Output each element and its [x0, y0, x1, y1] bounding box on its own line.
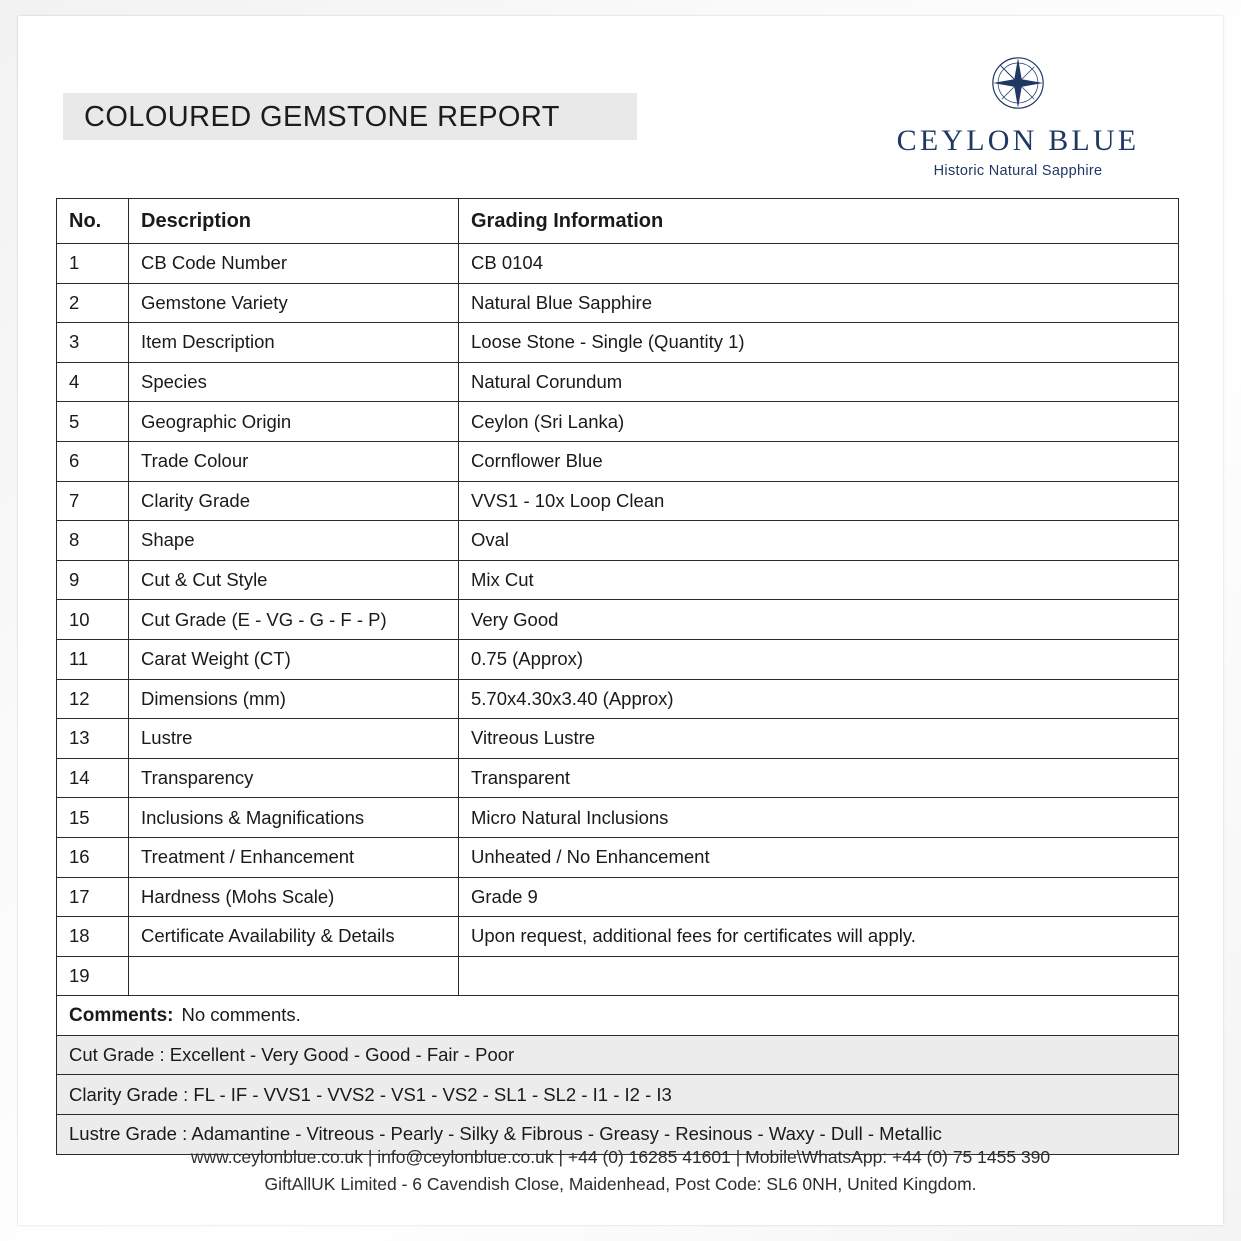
comments-label: Comments:: [69, 1005, 174, 1027]
report-table-container: [56, 198, 1178, 1155]
row-grading: Very Good: [459, 600, 1179, 640]
brand-name: CEYLON BLUE: [896, 124, 1140, 157]
row-number: 12: [57, 679, 129, 719]
comments-value: No comments.: [181, 1004, 301, 1026]
table-row: [57, 837, 1179, 877]
row-description: Cut Grade (E - VG - G - F - P): [129, 600, 459, 640]
row-description: Species: [129, 362, 459, 402]
row-number: 16: [57, 837, 129, 877]
table-row: [57, 323, 1179, 363]
compass-rose-icon: [981, 46, 1055, 120]
row-grading: Loose Stone - Single (Quantity 1): [459, 323, 1179, 363]
row-number: 2: [57, 283, 129, 323]
table-row: [57, 679, 1179, 719]
row-grading: VVS1 - 10x Loop Clean: [459, 481, 1179, 521]
row-grading: 0.75 (Approx): [459, 639, 1179, 679]
row-grading: Mix Cut: [459, 560, 1179, 600]
legend-clarity-grade: Clarity Grade : FL - IF - VVS1 - VVS2 - VS1 - VS2 - SL1 - SL2 - I1 - I2 - I3: [57, 1075, 1179, 1115]
report-footer: [18, 1144, 1223, 1198]
table-header-row: [57, 199, 1179, 244]
table-row: [57, 283, 1179, 323]
row-number: 18: [57, 917, 129, 957]
row-number: 17: [57, 877, 129, 917]
row-description: Treatment / Enhancement: [129, 837, 459, 877]
row-grading: 5.70x4.30x3.40 (Approx): [459, 679, 1179, 719]
table-row: [57, 402, 1179, 442]
page-title: COLOURED GEMSTONE REPORT: [84, 101, 560, 133]
column-header-description: Description: [129, 199, 459, 244]
report-sheet: [18, 16, 1223, 1225]
row-number: 10: [57, 600, 129, 640]
gemstone-report-table: [56, 198, 1179, 1155]
row-grading: Unheated / No Enhancement: [459, 837, 1179, 877]
table-row: [57, 798, 1179, 838]
legend-row-cut-grade: [57, 1035, 1179, 1075]
row-description: Transparency: [129, 758, 459, 798]
row-description: CB Code Number: [129, 244, 459, 284]
table-row: [57, 441, 1179, 481]
row-grading: Natural Blue Sapphire: [459, 283, 1179, 323]
row-number: 11: [57, 639, 129, 679]
row-grading: Upon request, additional fees for certificates will apply.: [459, 917, 1179, 957]
row-grading: Micro Natural Inclusions: [459, 798, 1179, 838]
table-row: [57, 956, 1179, 996]
table-row: [57, 758, 1179, 798]
column-header-no: No.: [57, 199, 129, 244]
row-grading: Grade 9: [459, 877, 1179, 917]
row-description: Carat Weight (CT): [129, 639, 459, 679]
footer-address-line: GiftAllUK Limited - 6 Cavendish Close, Maidenhead, Post Code: SL6 0NH, United Kingdom.: [264, 1174, 977, 1195]
row-description: Clarity Grade: [129, 481, 459, 521]
comments-cell: [57, 996, 1179, 1036]
table-row: [57, 719, 1179, 759]
row-number: 6: [57, 441, 129, 481]
report-header: [18, 16, 1223, 191]
row-number: 13: [57, 719, 129, 759]
row-description: Dimensions (mm): [129, 679, 459, 719]
table-row: [57, 521, 1179, 561]
row-number: 14: [57, 758, 129, 798]
row-number: 8: [57, 521, 129, 561]
legend-cut-grade: Cut Grade : Excellent - Very Good - Good - Fair - Poor: [57, 1035, 1179, 1075]
row-number: 5: [57, 402, 129, 442]
row-description: Gemstone Variety: [129, 283, 459, 323]
row-description: [129, 956, 459, 996]
row-number: 7: [57, 481, 129, 521]
table-row: [57, 244, 1179, 284]
row-description: Hardness (Mohs Scale): [129, 877, 459, 917]
row-description: Trade Colour: [129, 441, 459, 481]
row-description: Shape: [129, 521, 459, 561]
brand-logo: [853, 46, 1183, 179]
table-row: [57, 877, 1179, 917]
comments-row: [57, 996, 1179, 1036]
table-row: [57, 481, 1179, 521]
row-number: 1: [57, 244, 129, 284]
row-grading: Natural Corundum: [459, 362, 1179, 402]
row-description: Item Description: [129, 323, 459, 363]
row-number: 19: [57, 956, 129, 996]
row-number: 4: [57, 362, 129, 402]
row-number: 3: [57, 323, 129, 363]
table-row: [57, 917, 1179, 957]
row-description: Cut & Cut Style: [129, 560, 459, 600]
row-description: Certificate Availability & Details: [129, 917, 459, 957]
row-grading: Ceylon (Sri Lanka): [459, 402, 1179, 442]
column-header-grading: Grading Information: [459, 199, 1179, 244]
row-description: Inclusions & Magnifications: [129, 798, 459, 838]
row-description: Geographic Origin: [129, 402, 459, 442]
row-grading: Cornflower Blue: [459, 441, 1179, 481]
legend-row-clarity-grade: [57, 1075, 1179, 1115]
row-grading: Oval: [459, 521, 1179, 561]
row-number: 15: [57, 798, 129, 838]
row-grading: Vitreous Lustre: [459, 719, 1179, 759]
table-row: [57, 362, 1179, 402]
legend-lustre-grade: Lustre Grade : Adamantine - Vitreous - Pearly - Silky & Fibrous - Greasy - Resinous - Waxy - Dull - Metallic: [57, 1115, 1179, 1155]
table-body: [57, 244, 1179, 1155]
row-grading: CB 0104: [459, 244, 1179, 284]
table-row: [57, 600, 1179, 640]
brand-tagline: Historic Natural Sapphire: [933, 163, 1103, 179]
table-row: [57, 639, 1179, 679]
table-row: [57, 560, 1179, 600]
footer-contact-line: www.ceylonblue.co.uk | info@ceylonblue.co.uk | +44 (0) 16285 41601 | Mobile\WhatsApp: +44 (0) 75 1455 390: [190, 1147, 1051, 1167]
row-description: Lustre: [129, 719, 459, 759]
row-grading: [459, 956, 1179, 996]
row-number: 9: [57, 560, 129, 600]
row-grading: Transparent: [459, 758, 1179, 798]
